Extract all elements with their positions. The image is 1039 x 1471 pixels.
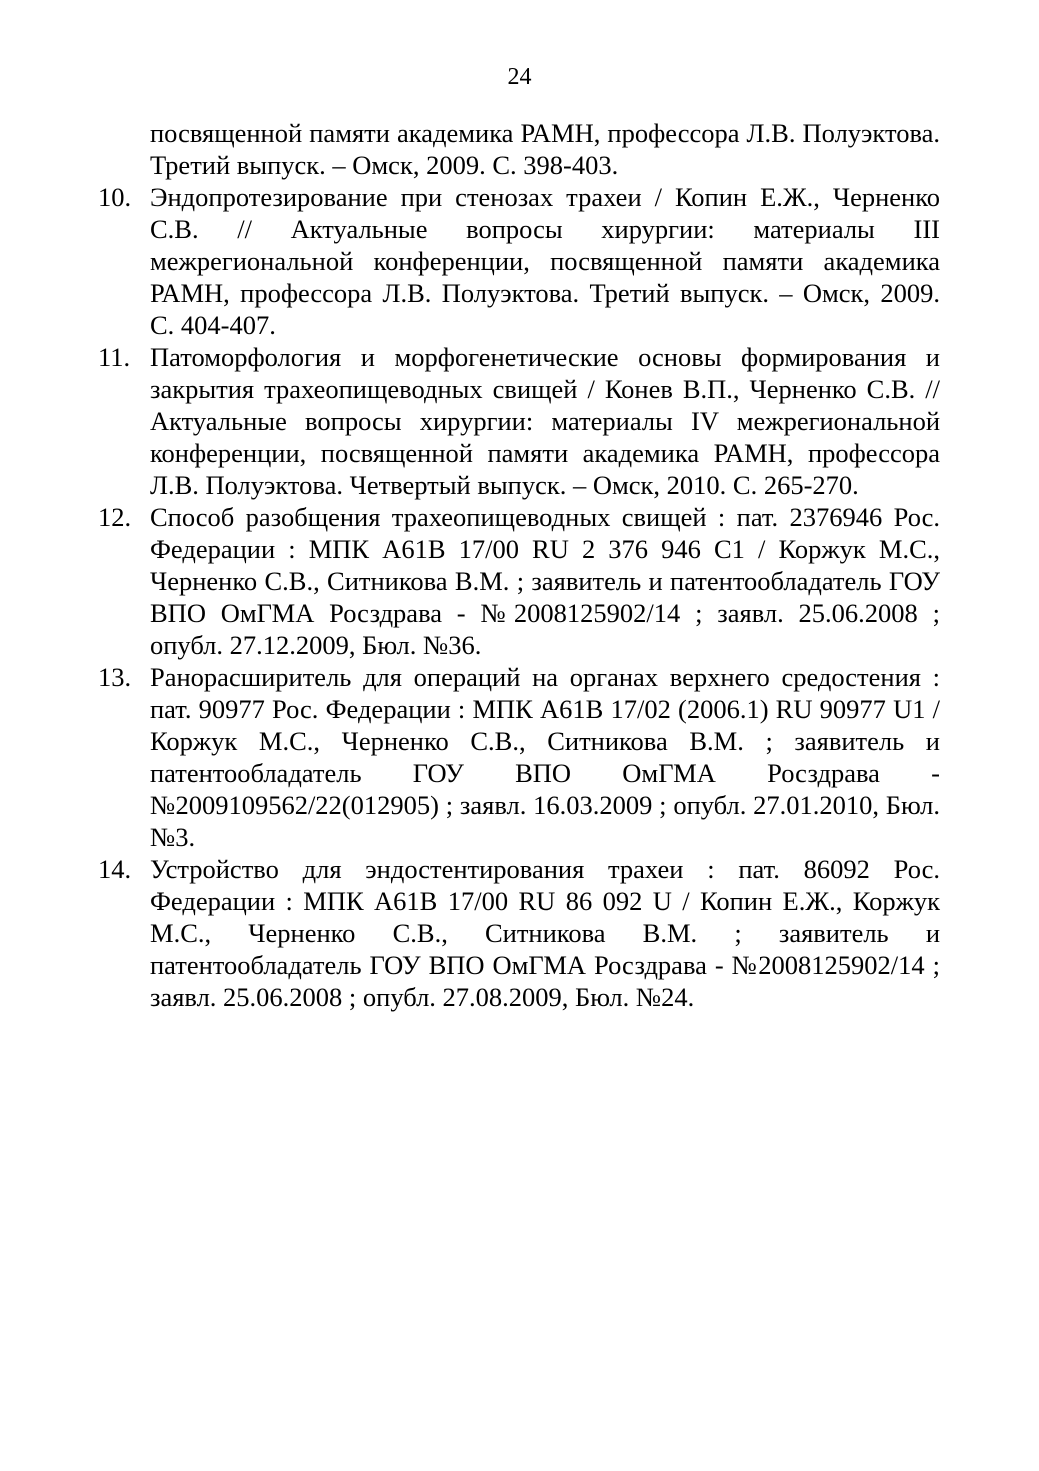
- reference-item-10: [98, 181, 940, 341]
- reference-text: Патоморфология и морфогенетические основы формирования и закрытия трахеопищеводных свищей / Конев В.П., Черненко С.В. // Актуальные вопросы хирургии: материалы IV межрегиональной конференции, посвященной памяти академика РАМН, профессора Л.В. Полуэктова. Четвертый выпуск. – Омск, 2010. С. 265-270.: [150, 342, 940, 500]
- reference-text: Устройство для эндостентирования трахеи : пат. 86092 Рос. Федерации : МПК A61B 17/00 RU 86 092 U / Копин Е.Ж., Коржук М.С., Черненко С.В., Ситникова В.М. ; заявитель и патентообладатель ГОУ ВПО ОмГМА Росздрава - №2008125902/14 ; заявл. 25.06.2008 ; опубл. 27.08.2009, Бюл. №24.: [150, 854, 940, 1012]
- reference-number: 10.: [98, 182, 132, 212]
- reference-number: 11.: [98, 342, 131, 372]
- reference-list: [98, 181, 940, 1013]
- reference-text: Эндопротезирование при стенозах трахеи / Копин Е.Ж., Черненко С.В. // Актуальные вопросы хирургии: материалы III межрегиональной конференции, посвященной памяти академика РАМН, профессора Л.В. Полуэктова. Третий выпуск. – Омск, 2009. С. 404-407.: [150, 182, 940, 340]
- reference-item-14: [98, 853, 940, 1013]
- reference-text: Способ разобщения трахеопищеводных свищей : пат. 2376946 Рос. Федерации : МПК A61B 17/00 RU 2 376 946 C1 / Коржук М.С., Черненко С.В., Ситникова В.М. ; заявитель и патентообладатель ГОУ ВПО ОмГМА Росздрава - №2008125902/14 ; заявл. 25.06.2008 ; опубл. 27.12.2009, Бюл. №36.: [150, 502, 940, 660]
- reference-number: 13.: [98, 662, 132, 692]
- reference-list-section: [98, 117, 940, 1013]
- reference-number: 14.: [98, 854, 132, 884]
- page-number: 24: [507, 64, 532, 90]
- reference-text: Ранорасширитель для операций на органах верхнего средостения : пат. 90977 Рос. Федерации : МПК A61B 17/02 (2006.1) RU 90977 U1 / Коржук М.С., Черненко С.В., Ситникова В.М. ; заявитель и патентообладатель ГОУ ВПО ОмГМА Росздрава - №2009109562/22(012905) ; заявл. 16.03.2009 ; опубл. 27.01.2010, Бюл. №3.: [150, 662, 940, 852]
- reference-item-13: [98, 661, 940, 853]
- reference-number: 12.: [98, 502, 132, 532]
- reference-item-12: [98, 501, 940, 661]
- reference-continuation-text: посвященной памяти академика РАМН, профессора Л.В. Полуэктова. Третий выпуск. – Омск, 2009. С. 398-403.: [150, 118, 940, 180]
- reference-item-11: [98, 341, 940, 501]
